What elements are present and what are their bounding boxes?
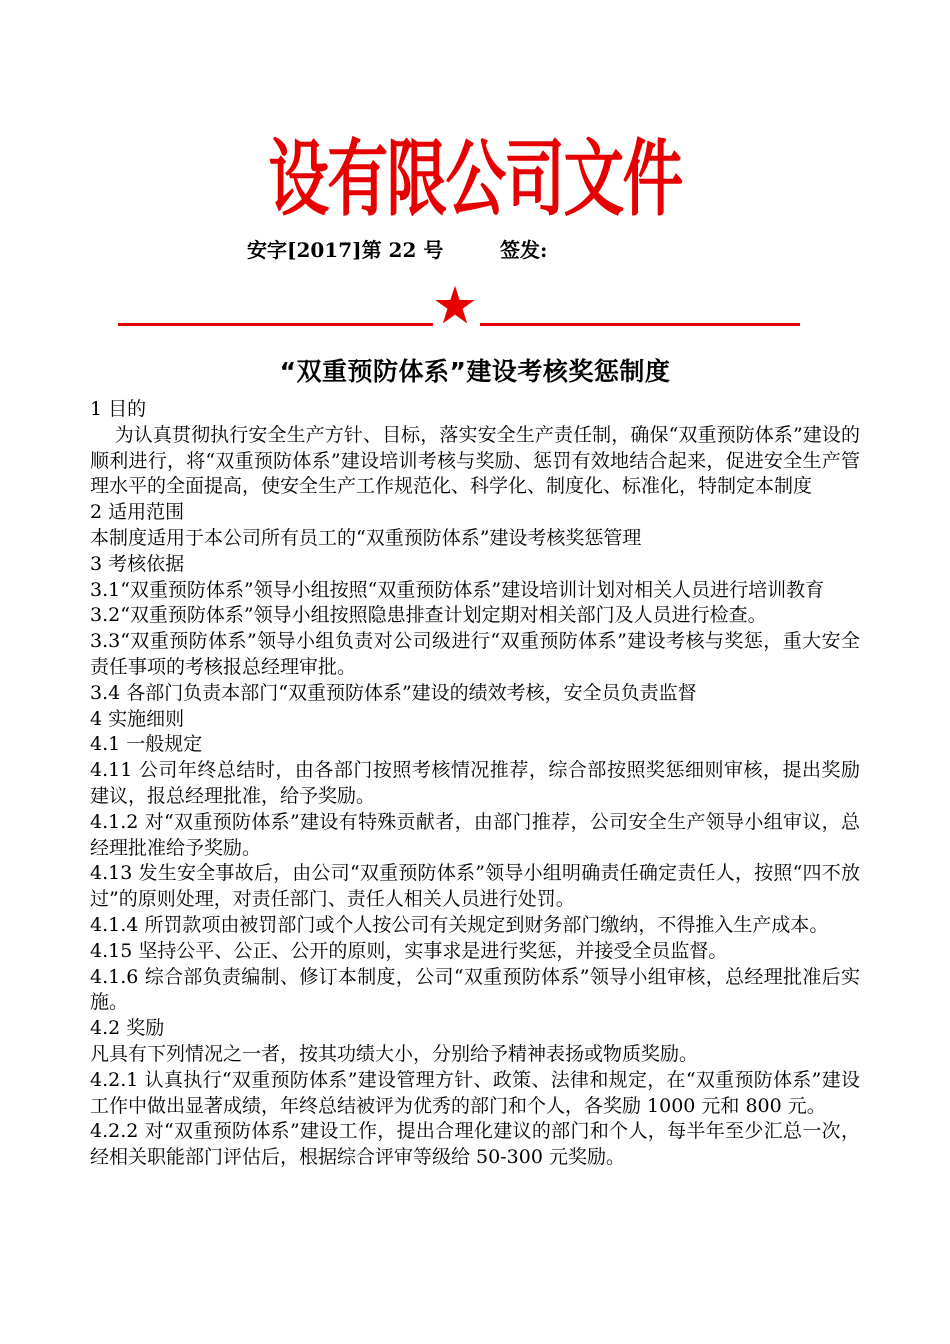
body-paragraph: 1 目的 <box>90 398 147 420</box>
body-paragraph: 4.2.1 认真执行“双重预防体系”建设管理方针、政策、法律和规定，在“双重预防体系”建设工作中做出显著成绩，年终总结被评为优秀的部门和个人，各奖励 1000 元和 800 元。 <box>90 1068 860 1117</box>
body-paragraph: 4.2.2 对“双重预防体系”建设工作，提出合理化建议的部门和个人，每半年至少汇总一次，经相关职能部门评估后，根据综合评审等级给 50-300 元奖励。 <box>90 1120 860 1169</box>
issuer-label: 签发: <box>500 238 548 262</box>
body-paragraph: 4.1.2 对“双重预防体系”建设有特殊贡献者，由部门推荐，公司安全生产领导小组审议，总经理批准给予奖励。 <box>90 810 860 859</box>
red-divider-right <box>480 323 800 326</box>
body-paragraph: 2 适用范围 <box>90 501 185 524</box>
body-paragraph: 4.1.4 所罚款项由被罚部门或个人按公司有关规定到财务部门缴纳，不得推入生产成本。 <box>90 913 829 936</box>
body-paragraph: 本制度适用于本公司所有员工的“双重预防体系”建设考核奖惩管理 <box>90 526 642 549</box>
body-paragraph: 4.1.6 综合部负责编制、修订本制度，公司“双重预防体系”领导小组审核，总经理批准后实施。 <box>90 965 860 1014</box>
body-paragraph: 为认真贯彻执行安全生产方针、目标，落实安全生产责任制，确保“双重预防体系”建设的顺利进行，将“双重预防体系”建设培训考核与奖励、惩罚有效地结合起来，促进安全生产管理水平的全面提高，使安全生产工作规范化、科学化、制度化、标准化，特制定本制度 <box>90 423 860 498</box>
body-paragraph: 3.2“双重预防体系”领导小组按照隐患排查计划定期对相关部门及人员进行检查。 <box>90 604 767 627</box>
body-paragraph: 4.13 发生安全事故后，由公司“双重预防体系”领导小组明确责任确定责任人，按照“四不放过”的原则处理，对责任部门、责任人相关人员进行处罚。 <box>90 862 860 911</box>
body-paragraph: 3.4 各部门负责本部门“双重预防体系”建设的绩效考核，安全员负责监督 <box>90 681 697 704</box>
red-divider-left <box>118 323 433 326</box>
document-title: “双重预防体系”建设考核奖惩制度 <box>279 357 671 386</box>
org-document-header: 设有限公司文件 <box>268 131 682 228</box>
body-paragraph: 4.15 坚持公平、公正、公开的原则，实事求是进行奖惩，并接受全员监督。 <box>90 939 728 962</box>
document-body <box>90 397 860 1171</box>
body-paragraph: 4.2 奖励 <box>90 1017 165 1040</box>
body-paragraph: 凡具有下列情况之一者，按其功绩大小，分别给予精神表扬或物质奖励。 <box>90 1042 699 1065</box>
red-star-icon <box>434 284 476 326</box>
body-paragraph: 3 考核依据 <box>90 552 185 575</box>
body-paragraph: 3.1“双重预防体系”领导小组按照“双重预防体系”建设培训计划对相关人员进行培训教育 <box>90 578 825 601</box>
body-paragraph: 4 实施细则 <box>90 707 185 730</box>
body-paragraph: 4.11 公司年终总结时，由各部门按照考核情况推荐，综合部按照奖惩细则审核，提出奖励建议，报总经理批准，给予奖励。 <box>90 759 860 807</box>
body-paragraph: 3.3“双重预防体系”领导小组负责对公司级进行“双重预防体系”建设考核与奖惩，重大安全责任事项的考核报总经理审批。 <box>90 630 860 678</box>
body-paragraph: 4.1 一般规定 <box>90 733 203 756</box>
document-number: 安字[2017]第 22 号 <box>247 238 444 262</box>
document-number-line <box>247 234 548 263</box>
